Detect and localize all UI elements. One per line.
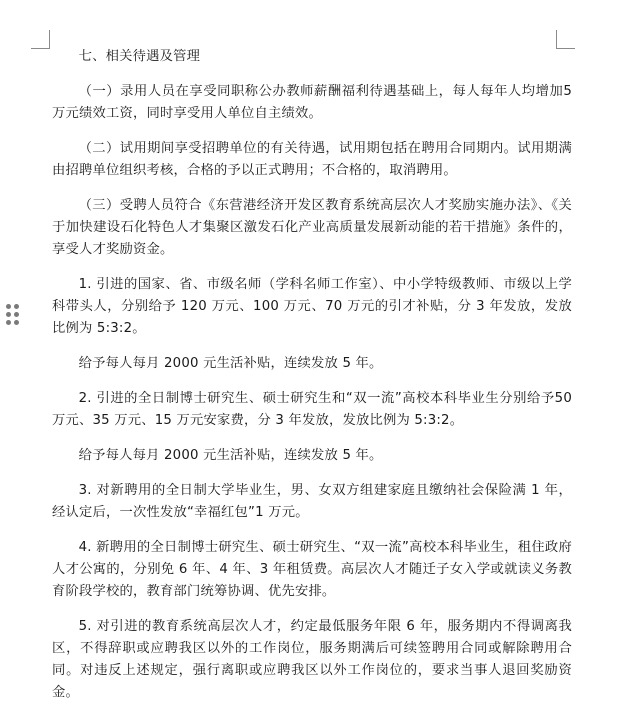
paragraph: 1. 引进的国家、省、市级名师（学科名师工作室）、中小学特级教师、市级以上学科带头人，分别给予 120 万元、100 万元、70 万元的引才补贴，分 3 年发放，发放比例为 5:3:2。	[52, 277, 572, 336]
paragraph: （三）受聘人员符合《东营港经济开发区教育系统高层次人才奖励实施办法》、《关于加快建设石化特色人才集聚区激发石化产业高质量发展新动能的若干措施》条件的，享受人才奖励资金。	[52, 198, 572, 257]
paragraph: （一）录用人员在享受同职称公办教师薪酬福利待遇基础上，每人每年人均增加5万元绩效工资，同时享受用人单位自主绩效。	[52, 84, 572, 121]
paragraph: 4. 新聘用的全日制博士研究生、硕士研究生、“双一流”高校本科毕业生，租住政府人才公寓的，分别免 6 年、4 年、3 年租赁费。高层次人才随迁子女入学或就读义务教育阶段学校的，教育部门统筹协调、优先安排。	[52, 540, 572, 599]
paragraph: 5. 对引进的教育系统高层次人才，约定最低服务年限 6 年，服务期内不得调离我区，不得辞职或应聘我区以外的工作岗位，服务期满后可续签聘用合同或解除聘用合同。对违反上述规定，强行离职或应聘我区以外工作岗位的，要求当事人退回奖励资金。	[52, 619, 572, 700]
page-corner-mark-top-left	[31, 30, 50, 49]
paragraph: 给予每人每月 2000 元生活补贴，连续发放 5 年。	[78, 448, 383, 463]
paragraph: 2. 引进的全日制博士研究生、硕士研究生和“双一流”高校本科毕业生分别给予50 万元、35 万元、15 万元安家费，分 3 年发放，发放比例为 5:3:2。	[52, 391, 572, 428]
paragraph: （二）试用期间享受招聘单位的有关待遇，试用期包括在聘用合同期内。试用期满由招聘单位组织考核，合格的予以正式聘用；不合格的，取消聘用。	[52, 141, 572, 178]
paragraph: 3. 对新聘用的全日制大学毕业生，男、女双方组建家庭且缴纳社会保险满 1 年，经认定后，一次性发放“幸福红包”1 万元。	[52, 483, 572, 520]
document-body[interactable]	[52, 46, 572, 704]
paragraph: 给予每人每月 2000 元生活补贴，连续发放 5 年。	[78, 356, 383, 371]
section-heading: 七、相关待遇及管理	[78, 49, 201, 64]
drag-handle-icon[interactable]	[6, 304, 20, 326]
